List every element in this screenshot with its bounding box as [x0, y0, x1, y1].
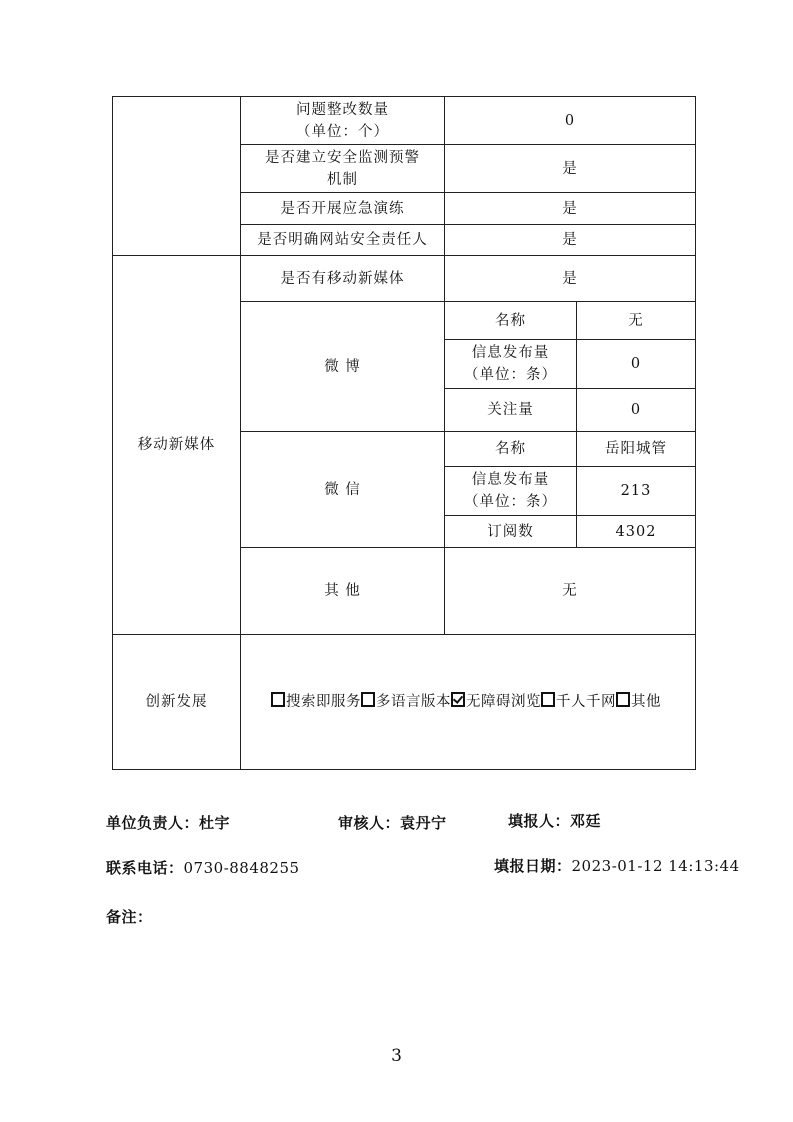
filler-name: 邓廷 — [570, 812, 602, 830]
other-label: 其 他 — [241, 548, 445, 635]
sub-label: 订阅数 — [445, 516, 577, 548]
checkbox-icon[interactable] — [271, 692, 285, 707]
sub-value: 岳阳城管 — [577, 432, 696, 467]
checkbox-checked-icon[interactable] — [451, 692, 465, 707]
reviewer-label: 审核人： — [338, 814, 401, 832]
option-label: 搜索即服务 — [286, 694, 361, 710]
table-row — [113, 256, 696, 302]
reviewer-name: 袁丹宁 — [400, 814, 447, 832]
row-value: 是 — [445, 256, 696, 302]
sub-label: 关注量 — [445, 389, 577, 432]
option-search-as-service[interactable] — [271, 694, 361, 710]
option-accessibility[interactable] — [451, 694, 541, 710]
date-label: 填报日期： — [494, 857, 572, 875]
weibo-label: 微 博 — [241, 302, 445, 432]
section-label-innovation: 创新发展 — [113, 635, 241, 770]
section-label-new-media: 移动新媒体 — [113, 256, 241, 635]
option-label: 无障碍浏览 — [466, 694, 541, 710]
option-personalized[interactable] — [541, 694, 616, 710]
filler-label: 填报人： — [508, 812, 571, 830]
remarks-label: 备注： — [106, 908, 153, 926]
row-label: 是否明确网站安全责任人 — [241, 225, 445, 256]
sub-label-line2: （单位：条） — [464, 494, 557, 510]
phone-label: 联系电话： — [106, 859, 184, 877]
option-label: 千人千网 — [556, 694, 616, 710]
page-number: 3 — [391, 1046, 402, 1066]
sub-label-line1: 信息发布量 — [471, 472, 550, 488]
row-label-line1: 问题整改数量 — [296, 101, 389, 118]
wechat-label: 微 信 — [241, 432, 445, 548]
table-row — [113, 97, 696, 145]
phone-line — [106, 857, 300, 878]
row-label — [241, 145, 445, 193]
row-label: 是否开展应急演练 — [241, 193, 445, 225]
filler-line — [508, 810, 601, 831]
date-line — [494, 855, 740, 876]
option-label: 多语言版本 — [376, 694, 451, 710]
option-label: 其他 — [631, 694, 661, 710]
sub-value: 无 — [577, 302, 696, 340]
row-label-line2: （单位：个） — [296, 123, 389, 140]
sub-label: 名称 — [445, 432, 577, 467]
row-label: 是否有移动新媒体 — [241, 256, 445, 302]
responsible-name: 杜宇 — [199, 814, 231, 832]
checkbox-icon[interactable] — [541, 692, 555, 707]
row-label-line1: 是否建立安全监测预警 — [265, 149, 420, 166]
sub-label: 名称 — [445, 302, 577, 340]
table-row — [113, 635, 696, 770]
other-value: 无 — [445, 548, 696, 635]
option-multilingual[interactable] — [361, 694, 451, 710]
row-label-line2: 机制 — [327, 171, 358, 188]
sub-value: 0 — [577, 340, 696, 389]
option-other[interactable] — [616, 694, 661, 710]
row-label — [241, 97, 445, 145]
row-value: 0 — [445, 97, 696, 145]
sub-value: 213 — [577, 467, 696, 516]
date-value: 2023-01-12 14:13:44 — [571, 857, 740, 875]
innovation-options — [241, 635, 696, 770]
row-value: 是 — [445, 193, 696, 225]
phone-value: 0730-8848255 — [183, 859, 300, 877]
report-table — [112, 96, 696, 770]
sub-label — [445, 467, 577, 516]
row-value: 是 — [445, 225, 696, 256]
sub-value: 0 — [577, 389, 696, 432]
remarks-line — [106, 906, 153, 927]
checkbox-icon[interactable] — [361, 692, 375, 707]
responsible-line — [106, 812, 230, 833]
sub-label-line1: 信息发布量 — [471, 345, 550, 361]
sub-value: 4302 — [577, 516, 696, 548]
responsible-label: 单位负责人： — [106, 814, 200, 832]
section-cell-empty — [113, 97, 241, 256]
sub-label — [445, 340, 577, 389]
row-value: 是 — [445, 145, 696, 193]
sub-label-line2: （单位：条） — [464, 367, 557, 383]
checkbox-icon[interactable] — [616, 692, 630, 707]
reviewer-line — [338, 812, 447, 833]
